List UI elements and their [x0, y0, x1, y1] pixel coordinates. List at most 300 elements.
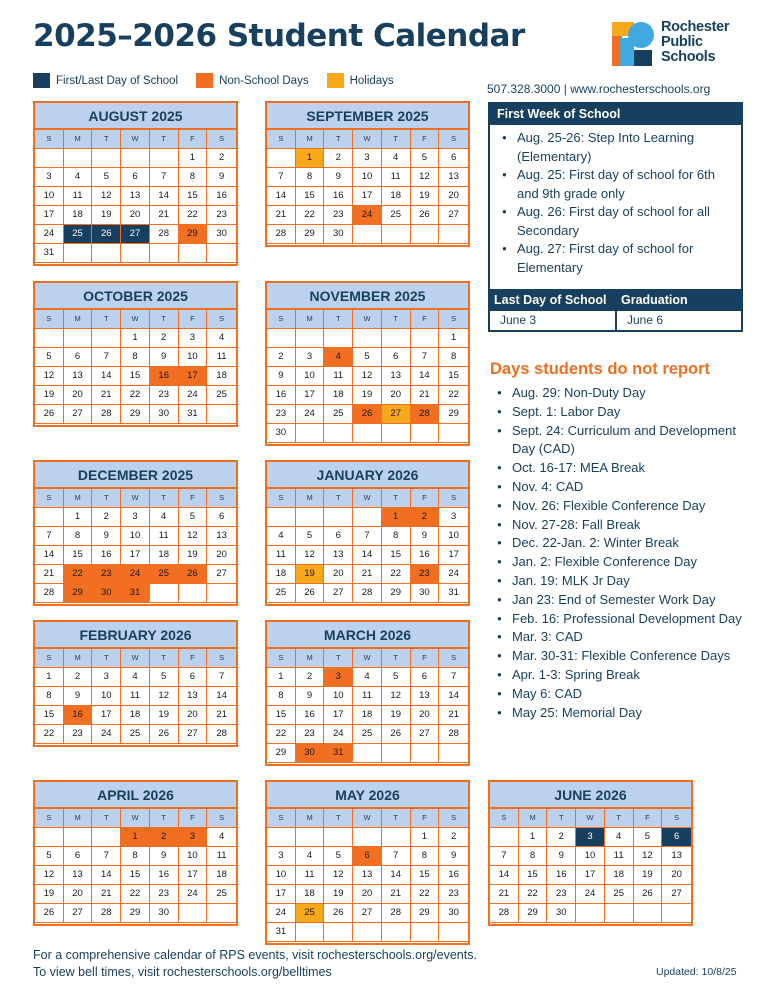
month-calendar — [265, 620, 470, 766]
day-cell: 23 — [150, 885, 179, 904]
weekday-header: W — [353, 809, 382, 828]
day-cell: 13 — [411, 687, 440, 706]
day-cell: 12 — [634, 847, 663, 866]
divider — [615, 311, 617, 332]
day-cell: 16 — [64, 706, 93, 725]
day-cell: 29 — [519, 904, 548, 923]
day-cell: 1 — [411, 828, 440, 847]
day-cell: 15 — [296, 187, 325, 206]
day-cell: 14 — [35, 546, 64, 565]
day-cell: 2 — [150, 329, 179, 348]
day-cell: 27 — [64, 904, 93, 923]
weekday-header: S — [439, 130, 468, 149]
empty-day-cell — [353, 329, 382, 348]
first-week-heading: First Week of School — [490, 104, 741, 125]
day-cell: 27 — [121, 225, 150, 244]
day-cell: 11 — [64, 187, 93, 206]
month-grid — [35, 809, 236, 923]
day-cell: 6 — [662, 828, 691, 847]
empty-day-cell — [150, 584, 179, 603]
day-cell: 5 — [35, 348, 64, 367]
day-cell: 18 — [382, 187, 411, 206]
month-grid — [490, 809, 691, 923]
weekday-header: W — [121, 130, 150, 149]
weekday-header: T — [92, 809, 121, 828]
day-cell: 25 — [605, 885, 634, 904]
day-cell: 30 — [547, 904, 576, 923]
day-cell: 25 — [382, 206, 411, 225]
day-cell: 7 — [411, 348, 440, 367]
day-cell: 22 — [267, 725, 296, 744]
day-cell: 30 — [92, 584, 121, 603]
weekday-header: M — [64, 130, 93, 149]
empty-day-cell — [353, 225, 382, 244]
empty-day-cell — [64, 828, 93, 847]
list-item: ● Mar. 30-31: Flexible Conference Days — [497, 647, 759, 666]
empty-day-cell — [35, 508, 64, 527]
list-item: ● Aug. 25-26: Step Into Learning (Elementary) — [502, 129, 735, 166]
day-cell: 18 — [121, 706, 150, 725]
list-item: ● Jan. 19: MLK Jr Day — [497, 572, 759, 591]
weekday-header: T — [150, 489, 179, 508]
weekday-header: W — [353, 489, 382, 508]
day-cell: 4 — [382, 149, 411, 168]
weekday-header: T — [382, 649, 411, 668]
list-item: ● Nov. 27-28: Fall Break — [497, 516, 759, 535]
day-cell: 3 — [121, 508, 150, 527]
day-cell: 23 — [324, 206, 353, 225]
day-cell: 13 — [439, 168, 468, 187]
day-cell: 2 — [207, 149, 236, 168]
day-cell: 14 — [150, 187, 179, 206]
weekday-header: S — [267, 130, 296, 149]
empty-day-cell — [179, 244, 208, 263]
day-cell: 20 — [353, 885, 382, 904]
empty-day-cell — [267, 149, 296, 168]
day-cell: 28 — [92, 904, 121, 923]
day-cell: 28 — [150, 225, 179, 244]
empty-day-cell — [296, 424, 325, 443]
day-cell: 18 — [296, 885, 325, 904]
empty-day-cell — [324, 508, 353, 527]
empty-day-cell — [324, 923, 353, 942]
weekday-header: T — [92, 310, 121, 329]
day-cell: 23 — [207, 206, 236, 225]
day-cell: 11 — [353, 687, 382, 706]
month-calendar — [265, 460, 470, 606]
day-cell: 3 — [324, 668, 353, 687]
day-cell: 26 — [296, 584, 325, 603]
day-cell: 29 — [121, 405, 150, 424]
day-cell: 29 — [411, 904, 440, 923]
logo-line: Public — [661, 34, 703, 50]
day-cell: 6 — [411, 668, 440, 687]
day-cell: 8 — [411, 847, 440, 866]
empty-day-cell — [296, 828, 325, 847]
day-cell: 13 — [64, 866, 93, 885]
day-cell: 24 — [576, 885, 605, 904]
day-cell: 21 — [92, 885, 121, 904]
day-cell: 6 — [179, 668, 208, 687]
day-cell: 16 — [150, 367, 179, 386]
weekday-header: F — [411, 489, 440, 508]
day-cell: 28 — [353, 584, 382, 603]
day-cell: 18 — [324, 386, 353, 405]
day-cell: 16 — [150, 866, 179, 885]
day-cell: 5 — [382, 668, 411, 687]
day-cell: 21 — [382, 885, 411, 904]
month-title: NOVEMBER 2025 — [267, 283, 468, 310]
day-cell: 13 — [353, 866, 382, 885]
empty-day-cell — [634, 904, 663, 923]
month-calendar — [33, 620, 238, 747]
day-cell: 8 — [382, 527, 411, 546]
month-grid — [267, 310, 468, 443]
weekday-header: S — [267, 310, 296, 329]
day-cell: 22 — [411, 885, 440, 904]
list-item: ● Nov. 26: Flexible Conference Day — [497, 497, 759, 516]
day-cell: 25 — [64, 225, 93, 244]
day-cell: 24 — [439, 565, 468, 584]
weekday-header: T — [324, 489, 353, 508]
day-cell: 28 — [411, 405, 440, 424]
day-cell: 24 — [179, 885, 208, 904]
weekday-header: S — [207, 130, 236, 149]
empty-day-cell — [92, 149, 121, 168]
day-cell: 24 — [296, 405, 325, 424]
day-cell: 21 — [353, 565, 382, 584]
day-cell: 19 — [179, 546, 208, 565]
empty-day-cell — [662, 904, 691, 923]
day-cell: 17 — [35, 206, 64, 225]
day-cell: 26 — [35, 904, 64, 923]
day-cell: 1 — [35, 668, 64, 687]
day-cell: 21 — [150, 206, 179, 225]
day-cell: 12 — [382, 687, 411, 706]
day-cell: 26 — [353, 405, 382, 424]
day-cell: 25 — [207, 386, 236, 405]
day-cell: 13 — [382, 367, 411, 386]
day-cell: 24 — [179, 386, 208, 405]
day-cell: 16 — [324, 187, 353, 206]
weekday-header: F — [411, 809, 440, 828]
day-cell: 21 — [411, 386, 440, 405]
day-cell: 9 — [64, 687, 93, 706]
day-cell: 16 — [439, 866, 468, 885]
weekday-header: T — [150, 130, 179, 149]
day-cell: 3 — [179, 329, 208, 348]
weekday-header: S — [490, 809, 519, 828]
weekday-header: T — [92, 649, 121, 668]
day-cell: 16 — [92, 546, 121, 565]
day-cell: 23 — [296, 725, 325, 744]
day-cell: 6 — [382, 348, 411, 367]
weekday-header: S — [35, 130, 64, 149]
weekday-header: F — [634, 809, 663, 828]
day-cell: 2 — [92, 508, 121, 527]
empty-day-cell — [411, 225, 440, 244]
days-not-report-heading: Days students do not report — [490, 360, 711, 378]
day-cell: 29 — [439, 405, 468, 424]
weekday-header: S — [439, 649, 468, 668]
month-grid — [267, 649, 468, 763]
month-title: OCTOBER 2025 — [35, 283, 236, 310]
weekday-header: W — [121, 649, 150, 668]
weekday-header: T — [382, 130, 411, 149]
day-cell: 24 — [267, 904, 296, 923]
day-cell: 17 — [576, 866, 605, 885]
weekday-header: T — [324, 649, 353, 668]
day-cell: 19 — [296, 565, 325, 584]
day-cell: 7 — [382, 847, 411, 866]
rps-logo-mark — [610, 20, 656, 68]
day-cell: 22 — [382, 565, 411, 584]
day-cell: 16 — [296, 706, 325, 725]
day-cell: 20 — [439, 187, 468, 206]
footer-line: For a comprehensive calendar of RPS events, visit rochesterschools.org/events. — [33, 948, 477, 962]
day-cell: 8 — [35, 687, 64, 706]
day-cell: 27 — [324, 584, 353, 603]
empty-day-cell — [35, 828, 64, 847]
day-cell: 4 — [150, 508, 179, 527]
day-cell: 6 — [439, 149, 468, 168]
day-cell: 5 — [296, 527, 325, 546]
empty-day-cell — [267, 329, 296, 348]
day-cell: 11 — [121, 687, 150, 706]
graduation-label: Graduation — [621, 293, 688, 307]
day-cell: 14 — [207, 687, 236, 706]
weekday-header: W — [576, 809, 605, 828]
legend-label: Holidays — [349, 74, 394, 87]
empty-day-cell — [296, 923, 325, 942]
day-cell: 8 — [267, 687, 296, 706]
weekday-header: S — [207, 489, 236, 508]
day-cell: 14 — [382, 866, 411, 885]
legend — [33, 73, 406, 88]
day-cell: 1 — [64, 508, 93, 527]
day-cell: 20 — [64, 885, 93, 904]
list-item: ● Oct. 16-17: MEA Break — [497, 459, 759, 478]
empty-day-cell — [324, 424, 353, 443]
day-cell: 17 — [324, 706, 353, 725]
day-cell: 27 — [382, 405, 411, 424]
empty-day-cell — [411, 923, 440, 942]
weekday-header: T — [324, 809, 353, 828]
day-cell: 22 — [121, 885, 150, 904]
empty-day-cell — [605, 904, 634, 923]
day-cell: 15 — [64, 546, 93, 565]
day-cell: 9 — [267, 367, 296, 386]
day-cell: 28 — [267, 225, 296, 244]
day-cell: 19 — [92, 206, 121, 225]
day-cell: 5 — [35, 847, 64, 866]
day-cell: 2 — [150, 828, 179, 847]
empty-day-cell — [92, 329, 121, 348]
weekday-header: W — [121, 310, 150, 329]
day-cell: 15 — [382, 546, 411, 565]
day-cell: 4 — [605, 828, 634, 847]
month-title: MAY 2026 — [267, 782, 468, 809]
day-cell: 24 — [92, 725, 121, 744]
day-cell: 29 — [296, 225, 325, 244]
weekday-header: M — [296, 649, 325, 668]
weekday-header: W — [121, 489, 150, 508]
day-cell: 20 — [179, 706, 208, 725]
day-cell: 7 — [439, 668, 468, 687]
day-cell: 25 — [121, 725, 150, 744]
day-cell: 7 — [490, 847, 519, 866]
empty-day-cell — [121, 149, 150, 168]
day-cell: 22 — [296, 206, 325, 225]
day-cell: 5 — [179, 508, 208, 527]
list-item: ● Aug. 25: First day of school for 6th and 9th grade only — [502, 166, 735, 203]
day-cell: 7 — [92, 847, 121, 866]
empty-day-cell — [150, 244, 179, 263]
list-item: ● Jan 23: End of Semester Work Day — [497, 591, 759, 610]
day-cell: 16 — [411, 546, 440, 565]
month-calendar — [33, 460, 238, 606]
month-title: APRIL 2026 — [35, 782, 236, 809]
month-grid — [267, 809, 468, 942]
day-cell: 26 — [324, 904, 353, 923]
day-cell: 3 — [267, 847, 296, 866]
empty-day-cell — [382, 225, 411, 244]
day-cell: 5 — [353, 348, 382, 367]
empty-day-cell — [353, 508, 382, 527]
empty-day-cell — [439, 744, 468, 763]
day-cell: 23 — [267, 405, 296, 424]
day-cell: 3 — [353, 149, 382, 168]
day-cell: 7 — [92, 348, 121, 367]
day-cell: 28 — [439, 725, 468, 744]
month-calendar — [33, 780, 238, 926]
day-cell: 27 — [662, 885, 691, 904]
day-cell: 31 — [439, 584, 468, 603]
list-item: ● Aug. 26: First day of school for all Secondary — [502, 203, 735, 240]
day-cell: 10 — [439, 527, 468, 546]
day-cell: 27 — [64, 405, 93, 424]
empty-day-cell — [353, 744, 382, 763]
day-cell: 27 — [411, 725, 440, 744]
rps-logo-text — [661, 20, 729, 65]
weekday-header: M — [296, 489, 325, 508]
month-title: JANUARY 2026 — [267, 462, 468, 489]
empty-day-cell — [411, 744, 440, 763]
day-cell: 2 — [411, 508, 440, 527]
day-cell: 1 — [121, 828, 150, 847]
day-cell: 23 — [150, 386, 179, 405]
day-cell: 29 — [267, 744, 296, 763]
updated-date: Updated: 10/8/25 — [656, 966, 737, 978]
day-cell: 9 — [150, 847, 179, 866]
day-cell: 28 — [207, 725, 236, 744]
day-cell: 20 — [382, 386, 411, 405]
empty-day-cell — [64, 244, 93, 263]
weekday-header: M — [64, 809, 93, 828]
empty-day-cell — [353, 828, 382, 847]
day-cell: 20 — [324, 565, 353, 584]
day-cell: 21 — [267, 206, 296, 225]
day-cell: 18 — [207, 367, 236, 386]
day-cell: 19 — [150, 706, 179, 725]
empty-day-cell — [411, 424, 440, 443]
weekday-header: S — [267, 809, 296, 828]
empty-day-cell — [121, 244, 150, 263]
empty-day-cell — [92, 244, 121, 263]
day-cell: 8 — [64, 527, 93, 546]
empty-day-cell — [439, 424, 468, 443]
day-cell: 8 — [121, 847, 150, 866]
day-cell: 8 — [519, 847, 548, 866]
day-cell: 6 — [64, 348, 93, 367]
empty-day-cell — [35, 149, 64, 168]
day-cell: 12 — [35, 367, 64, 386]
day-cell: 13 — [121, 187, 150, 206]
weekday-header: S — [439, 310, 468, 329]
day-cell: 23 — [92, 565, 121, 584]
day-cell: 6 — [353, 847, 382, 866]
weekday-header: F — [179, 649, 208, 668]
day-cell: 12 — [353, 367, 382, 386]
day-cell: 14 — [490, 866, 519, 885]
day-cell: 6 — [324, 527, 353, 546]
day-cell: 25 — [353, 725, 382, 744]
month-title: SEPTEMBER 2025 — [267, 103, 468, 130]
day-cell: 14 — [267, 187, 296, 206]
empty-day-cell — [439, 923, 468, 942]
weekday-header: M — [519, 809, 548, 828]
day-cell: 9 — [411, 527, 440, 546]
list-item: ● Mar. 3: CAD — [497, 628, 759, 647]
day-cell: 5 — [324, 847, 353, 866]
weekday-header: M — [296, 310, 325, 329]
day-cell: 8 — [296, 168, 325, 187]
empty-day-cell — [576, 904, 605, 923]
weekday-header: W — [353, 649, 382, 668]
day-cell: 25 — [324, 405, 353, 424]
month-grid — [35, 310, 236, 424]
day-cell: 3 — [92, 668, 121, 687]
month-grid — [35, 649, 236, 744]
day-cell: 10 — [267, 866, 296, 885]
day-cell: 22 — [179, 206, 208, 225]
day-cell: 31 — [35, 244, 64, 263]
day-cell: 22 — [121, 386, 150, 405]
day-cell: 7 — [35, 527, 64, 546]
day-cell: 2 — [324, 149, 353, 168]
day-cell: 10 — [296, 367, 325, 386]
weekday-header: F — [411, 130, 440, 149]
day-cell: 17 — [267, 885, 296, 904]
day-cell: 31 — [267, 923, 296, 942]
day-cell: 15 — [179, 187, 208, 206]
day-cell: 29 — [121, 904, 150, 923]
day-cell: 14 — [92, 866, 121, 885]
day-cell: 16 — [267, 386, 296, 405]
day-cell: 26 — [382, 725, 411, 744]
month-title: MARCH 2026 — [267, 622, 468, 649]
day-cell: 12 — [179, 527, 208, 546]
day-cell: 7 — [150, 168, 179, 187]
day-cell: 17 — [179, 367, 208, 386]
empty-day-cell — [35, 329, 64, 348]
day-cell: 11 — [207, 348, 236, 367]
day-cell: 9 — [324, 168, 353, 187]
month-calendar — [33, 101, 238, 266]
weekday-header: S — [439, 809, 468, 828]
weekday-header: S — [35, 649, 64, 668]
day-cell: 1 — [519, 828, 548, 847]
